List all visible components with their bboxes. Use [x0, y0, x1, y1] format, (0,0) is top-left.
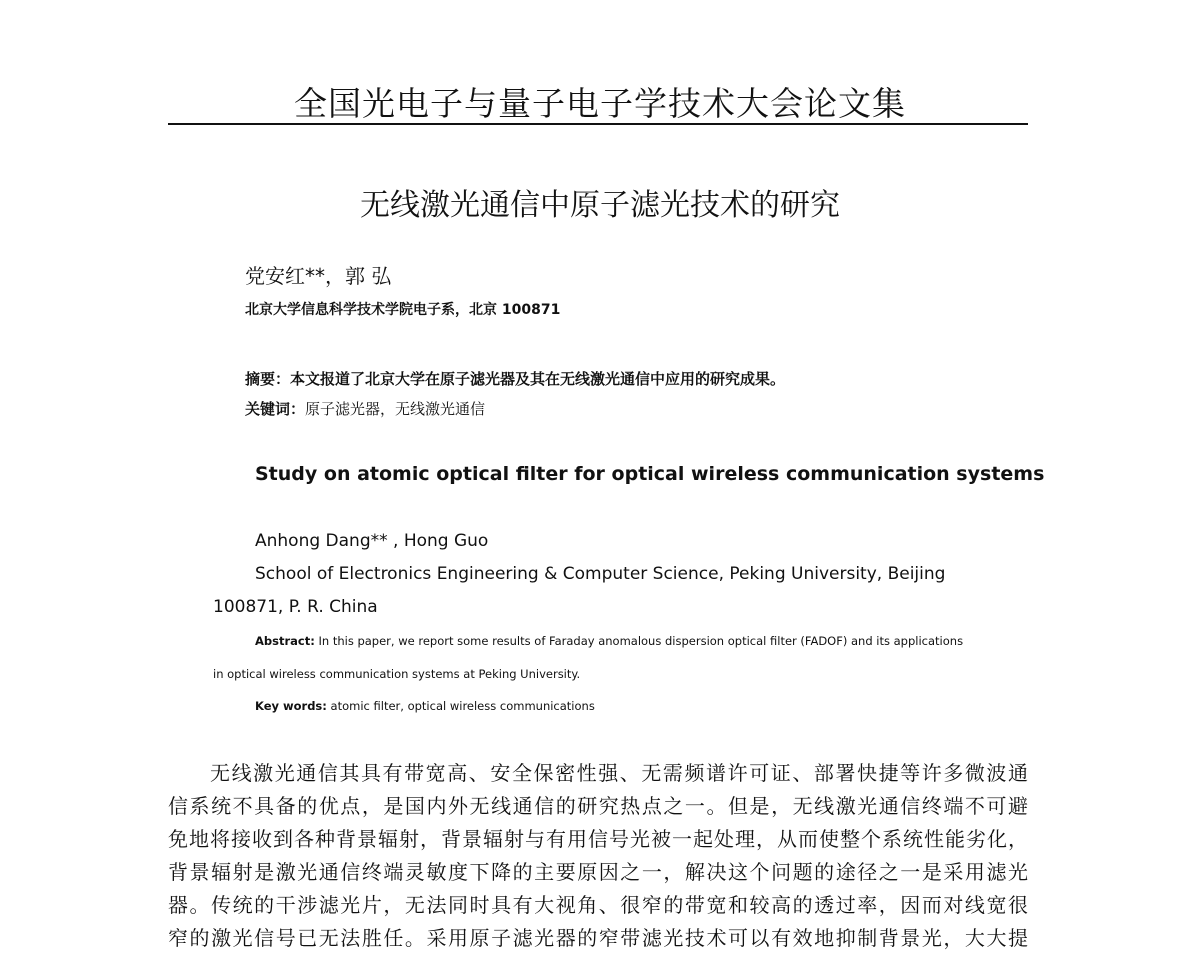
affiliation-en-line2: 100871, P. R. China	[213, 597, 378, 617]
abstract-cn	[245, 368, 785, 389]
authors-en: Anhong Dang** , Hong Guo	[255, 531, 489, 551]
body-paragraph	[168, 757, 1028, 955]
paper-title-cn: 无线激光通信中原子滤光技术的研究	[360, 188, 840, 223]
header-rule	[168, 123, 1028, 125]
keywords-en-label: Key words:	[255, 699, 327, 713]
body-line: 背景辐射是激光通信终端灵敏度下降的主要原因之一，解决这个问题的途径之一是采用滤光	[168, 860, 1028, 884]
keywords-en-text: atomic filter, optical wireless communications	[330, 699, 595, 713]
keywords-cn	[245, 398, 485, 419]
proceedings-header: 全国光电子与量子电子学技术大会论文集	[294, 84, 906, 123]
abstract-en-label: Abstract:	[255, 634, 315, 648]
abstract-cn-label: 摘要：	[245, 370, 291, 388]
abstract-en-text: In this paper, we report some results of Faraday anomalous dispersion optical filter (FADOF) and its applications	[318, 634, 964, 648]
body-line: 信系统不具备的优点，是国内外无线通信的研究热点之一。但是，无线激光通信终端不可避	[168, 794, 1028, 818]
keywords-cn-label: 关键词：	[245, 400, 306, 418]
body-line: 无线激光通信其具有带宽高、安全保密性强、无需频谱许可证、部署快捷等许多微波通	[210, 761, 1028, 785]
abstract-en-line2: in optical wireless communication systems at Peking University.	[213, 667, 581, 681]
keywords-cn-text: 原子滤光器，无线激光通信	[305, 400, 486, 418]
abstract-en-line1	[255, 634, 963, 648]
body-line: 窄的激光信号已无法胜任。采用原子滤光器的窄带滤光技术可以有效地抑制背景光，大大提	[168, 926, 1028, 950]
keywords-en	[255, 699, 595, 713]
body-line: 免地将接收到各种背景辐射，背景辐射与有用信号光被一起处理，从而使整个系统性能劣化，	[168, 827, 1028, 851]
body-line: 器。传统的干涉滤光片，无法同时具有大视角、很窄的带宽和较高的透过率，因而对线宽很	[168, 893, 1028, 917]
affiliation-cn: 北京大学信息科学技术学院电子系，北京 100871	[245, 302, 561, 318]
abstract-cn-text: 本文报道了北京大学在原子滤光器及其在无线激光通信中应用的研究成果。	[290, 370, 786, 388]
paper-title-en: Study on atomic optical filter for optical wireless communication systems	[255, 463, 1045, 485]
affiliation-en-line1: School of Electronics Engineering & Computer Science, Peking University, Beijing	[255, 564, 946, 584]
authors-cn: 党安红**，郭 弘	[245, 264, 392, 288]
